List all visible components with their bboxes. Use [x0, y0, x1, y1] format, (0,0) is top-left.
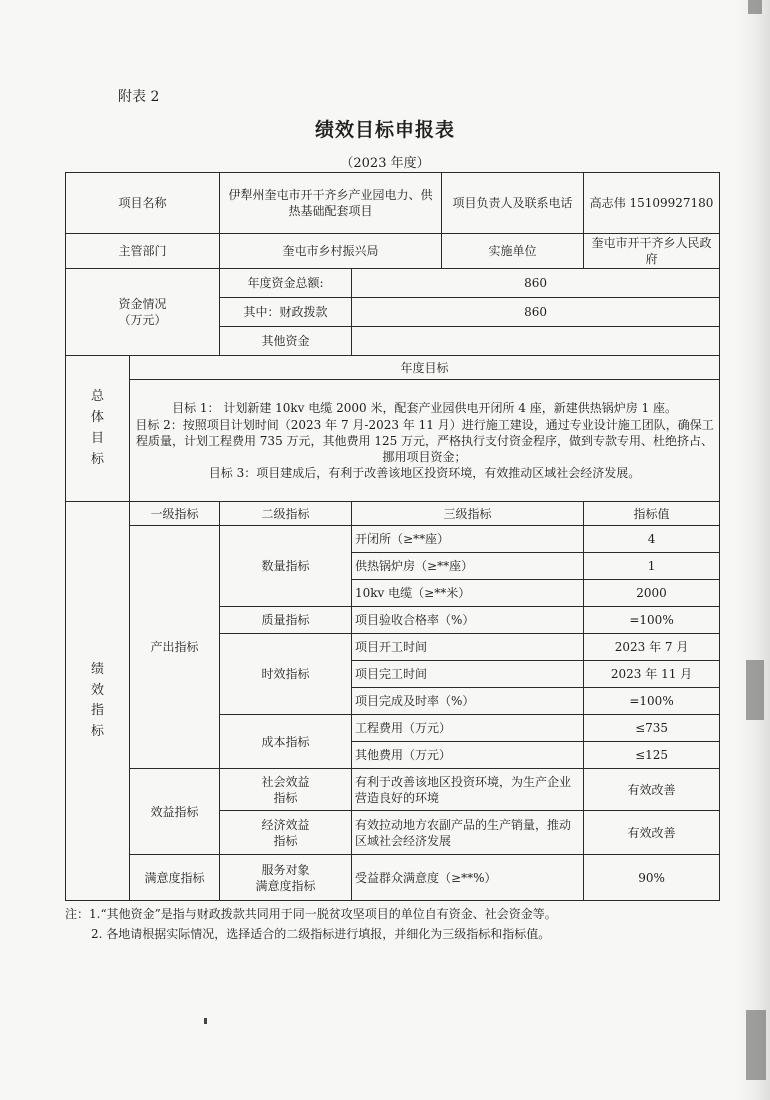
- perf-side-char: 效: [90, 682, 104, 698]
- service-satisfaction-line2: 满意度指标: [255, 878, 316, 893]
- perf-side-label: [66, 502, 130, 901]
- contact-value: 高志伟 15109927180: [584, 173, 720, 234]
- scan-mark: [746, 660, 764, 720]
- indicator-name: 工程费用（万元）: [352, 715, 584, 742]
- indicator-value: 2023 年 11 月: [584, 661, 720, 688]
- cost-indicator-label: 成本指标: [220, 715, 352, 769]
- appendix-label: 附表 2: [118, 89, 160, 105]
- annual-goal-content: [130, 380, 720, 502]
- indicator-name: 项目完成及时率（%）: [352, 688, 584, 715]
- funds-label: [66, 269, 220, 356]
- quality-indicator-label: 质量指标: [220, 607, 352, 634]
- performance-target-table: [65, 172, 720, 901]
- impl-value: 奎屯市开干齐乡人民政府: [584, 234, 720, 269]
- indicator-name: 有利于改善该地区投资环境，为生产企业营造良好的环境: [352, 769, 584, 811]
- header-level1: 一级指标: [130, 502, 220, 526]
- page-title: 绩效目标申报表: [314, 119, 455, 141]
- goals-side-char: 总: [90, 389, 104, 405]
- economic-benefit-label: [220, 811, 352, 855]
- indicator-value: 2023 年 7 月: [584, 634, 720, 661]
- time-indicator-label: 时效指标: [220, 634, 352, 715]
- funds-other-label: 其他资金: [220, 327, 352, 356]
- indicator-value: 有效改善: [584, 769, 720, 811]
- footnotes: [65, 904, 725, 945]
- goals-side-label: [66, 356, 130, 502]
- output-indicator-label: 产出指标: [130, 526, 220, 769]
- project-name-value: 伊犁州奎屯市开干齐乡产业园电力、供热基础配套项目: [220, 173, 442, 234]
- footnote-1: 注：1.“其他资金”是指与财政拨款共同用于同一脱贫攻坚项目的单位自有资金、社会资金等。: [65, 907, 557, 921]
- indicator-value: 90%: [584, 855, 720, 901]
- goals-side-char: 体: [90, 410, 104, 426]
- social-benefit-line1: 社会效益: [261, 774, 310, 789]
- satisfaction-indicator-label: 满意度指标: [130, 855, 220, 901]
- annual-goal-header: 年度目标: [130, 356, 720, 380]
- indicator-value: ≤125: [584, 742, 720, 769]
- goal-item: 目标 2：按照项目计划时间（2023 年 7 月-2023 年 11 月）进行施工建设，通过专业设计施工团队，确保工程质量，计划工程费用 735 万元，其他费用 125 万元，严格执行支付资金程序，做到专款专用、杜绝挤占、挪用项目资金；: [135, 417, 714, 464]
- service-satisfaction-label: [220, 855, 352, 901]
- funds-fiscal-label: 其中：财政拨款: [220, 298, 352, 327]
- indicator-value: 有效改善: [584, 811, 720, 855]
- scan-mark: [746, 1010, 766, 1080]
- perf-side-char: 标: [90, 724, 104, 740]
- dept-value: 奎屯市乡村振兴局: [220, 234, 442, 269]
- header-value: 指标值: [584, 502, 720, 526]
- goal-item: 目标 3：项目建成后，有利于改善该地区投资环境，有效推动区域社会经济发展。: [208, 466, 641, 481]
- indicator-value: =100%: [584, 607, 720, 634]
- indicator-value: =100%: [584, 688, 720, 715]
- funds-other-value: [352, 327, 720, 356]
- indicator-value: ≤735: [584, 715, 720, 742]
- perf-side-char: 指: [90, 703, 104, 719]
- indicator-name: 10kv 电缆（≥**米）: [352, 580, 584, 607]
- indicator-name: 其他费用（万元）: [352, 742, 584, 769]
- indicator-name: 有效拉动地方农副产品的生产销量，推动区域社会经济发展: [352, 811, 584, 855]
- indicator-name: 项目验收合格率（%）: [352, 607, 584, 634]
- contact-label: 项目负责人及联系电话: [442, 173, 584, 234]
- perf-side-char: 绩: [90, 661, 104, 677]
- goals-side-chars: [91, 387, 105, 470]
- quantity-indicator-label: 数量指标: [220, 526, 352, 607]
- indicator-value: 2000: [584, 580, 720, 607]
- perf-side-chars: [91, 660, 105, 743]
- header-level2: 二级指标: [220, 502, 352, 526]
- goal-item: 目标 1： 计划新建 10kv 电缆 2000 米，配套产业园供电开闭所 4 座，新建供热锅炉房 1 座。: [172, 401, 677, 416]
- economic-benefit-line1: 经济效益: [261, 817, 310, 832]
- funds-label-line1: 资金情况: [118, 297, 167, 312]
- indicator-name: 供热锅炉房（≥**座）: [352, 553, 584, 580]
- funds-label-line2: （万元）: [118, 313, 167, 328]
- service-satisfaction-line1: 服务对象: [261, 862, 310, 877]
- impl-label: 实施单位: [442, 234, 584, 269]
- funds-fiscal-value: 860: [352, 298, 720, 327]
- scan-mark: [748, 0, 762, 14]
- social-benefit-label: [220, 769, 352, 811]
- indicator-value: 4: [584, 526, 720, 553]
- indicator-value: 1: [584, 553, 720, 580]
- scan-speck: [204, 1018, 207, 1024]
- indicator-name: 受益群众满意度（≥**%）: [352, 855, 584, 901]
- project-name-label: 项目名称: [66, 173, 220, 234]
- economic-benefit-line2: 指标: [273, 833, 298, 848]
- benefit-indicator-label: 效益指标: [130, 769, 220, 855]
- year-label: （2023 年度）: [340, 156, 430, 171]
- social-benefit-line2: 指标: [273, 790, 298, 805]
- goals-side-char: 目: [90, 430, 104, 446]
- goals-side-char: 标: [90, 451, 104, 467]
- footnote-2: 2. 各地请根据实际情况，选择适合的二级指标进行填报，并细化为三级指标和指标值。: [91, 927, 551, 942]
- header-level3: 三级指标: [352, 502, 584, 526]
- dept-label: 主管部门: [66, 234, 220, 269]
- indicator-name: 项目开工时间: [352, 634, 584, 661]
- funds-total-value: 860: [352, 269, 720, 298]
- funds-total-label: 年度资金总额:: [220, 269, 352, 298]
- indicator-name: 开闭所（≥**座）: [352, 526, 584, 553]
- indicator-name: 项目完工时间: [352, 661, 584, 688]
